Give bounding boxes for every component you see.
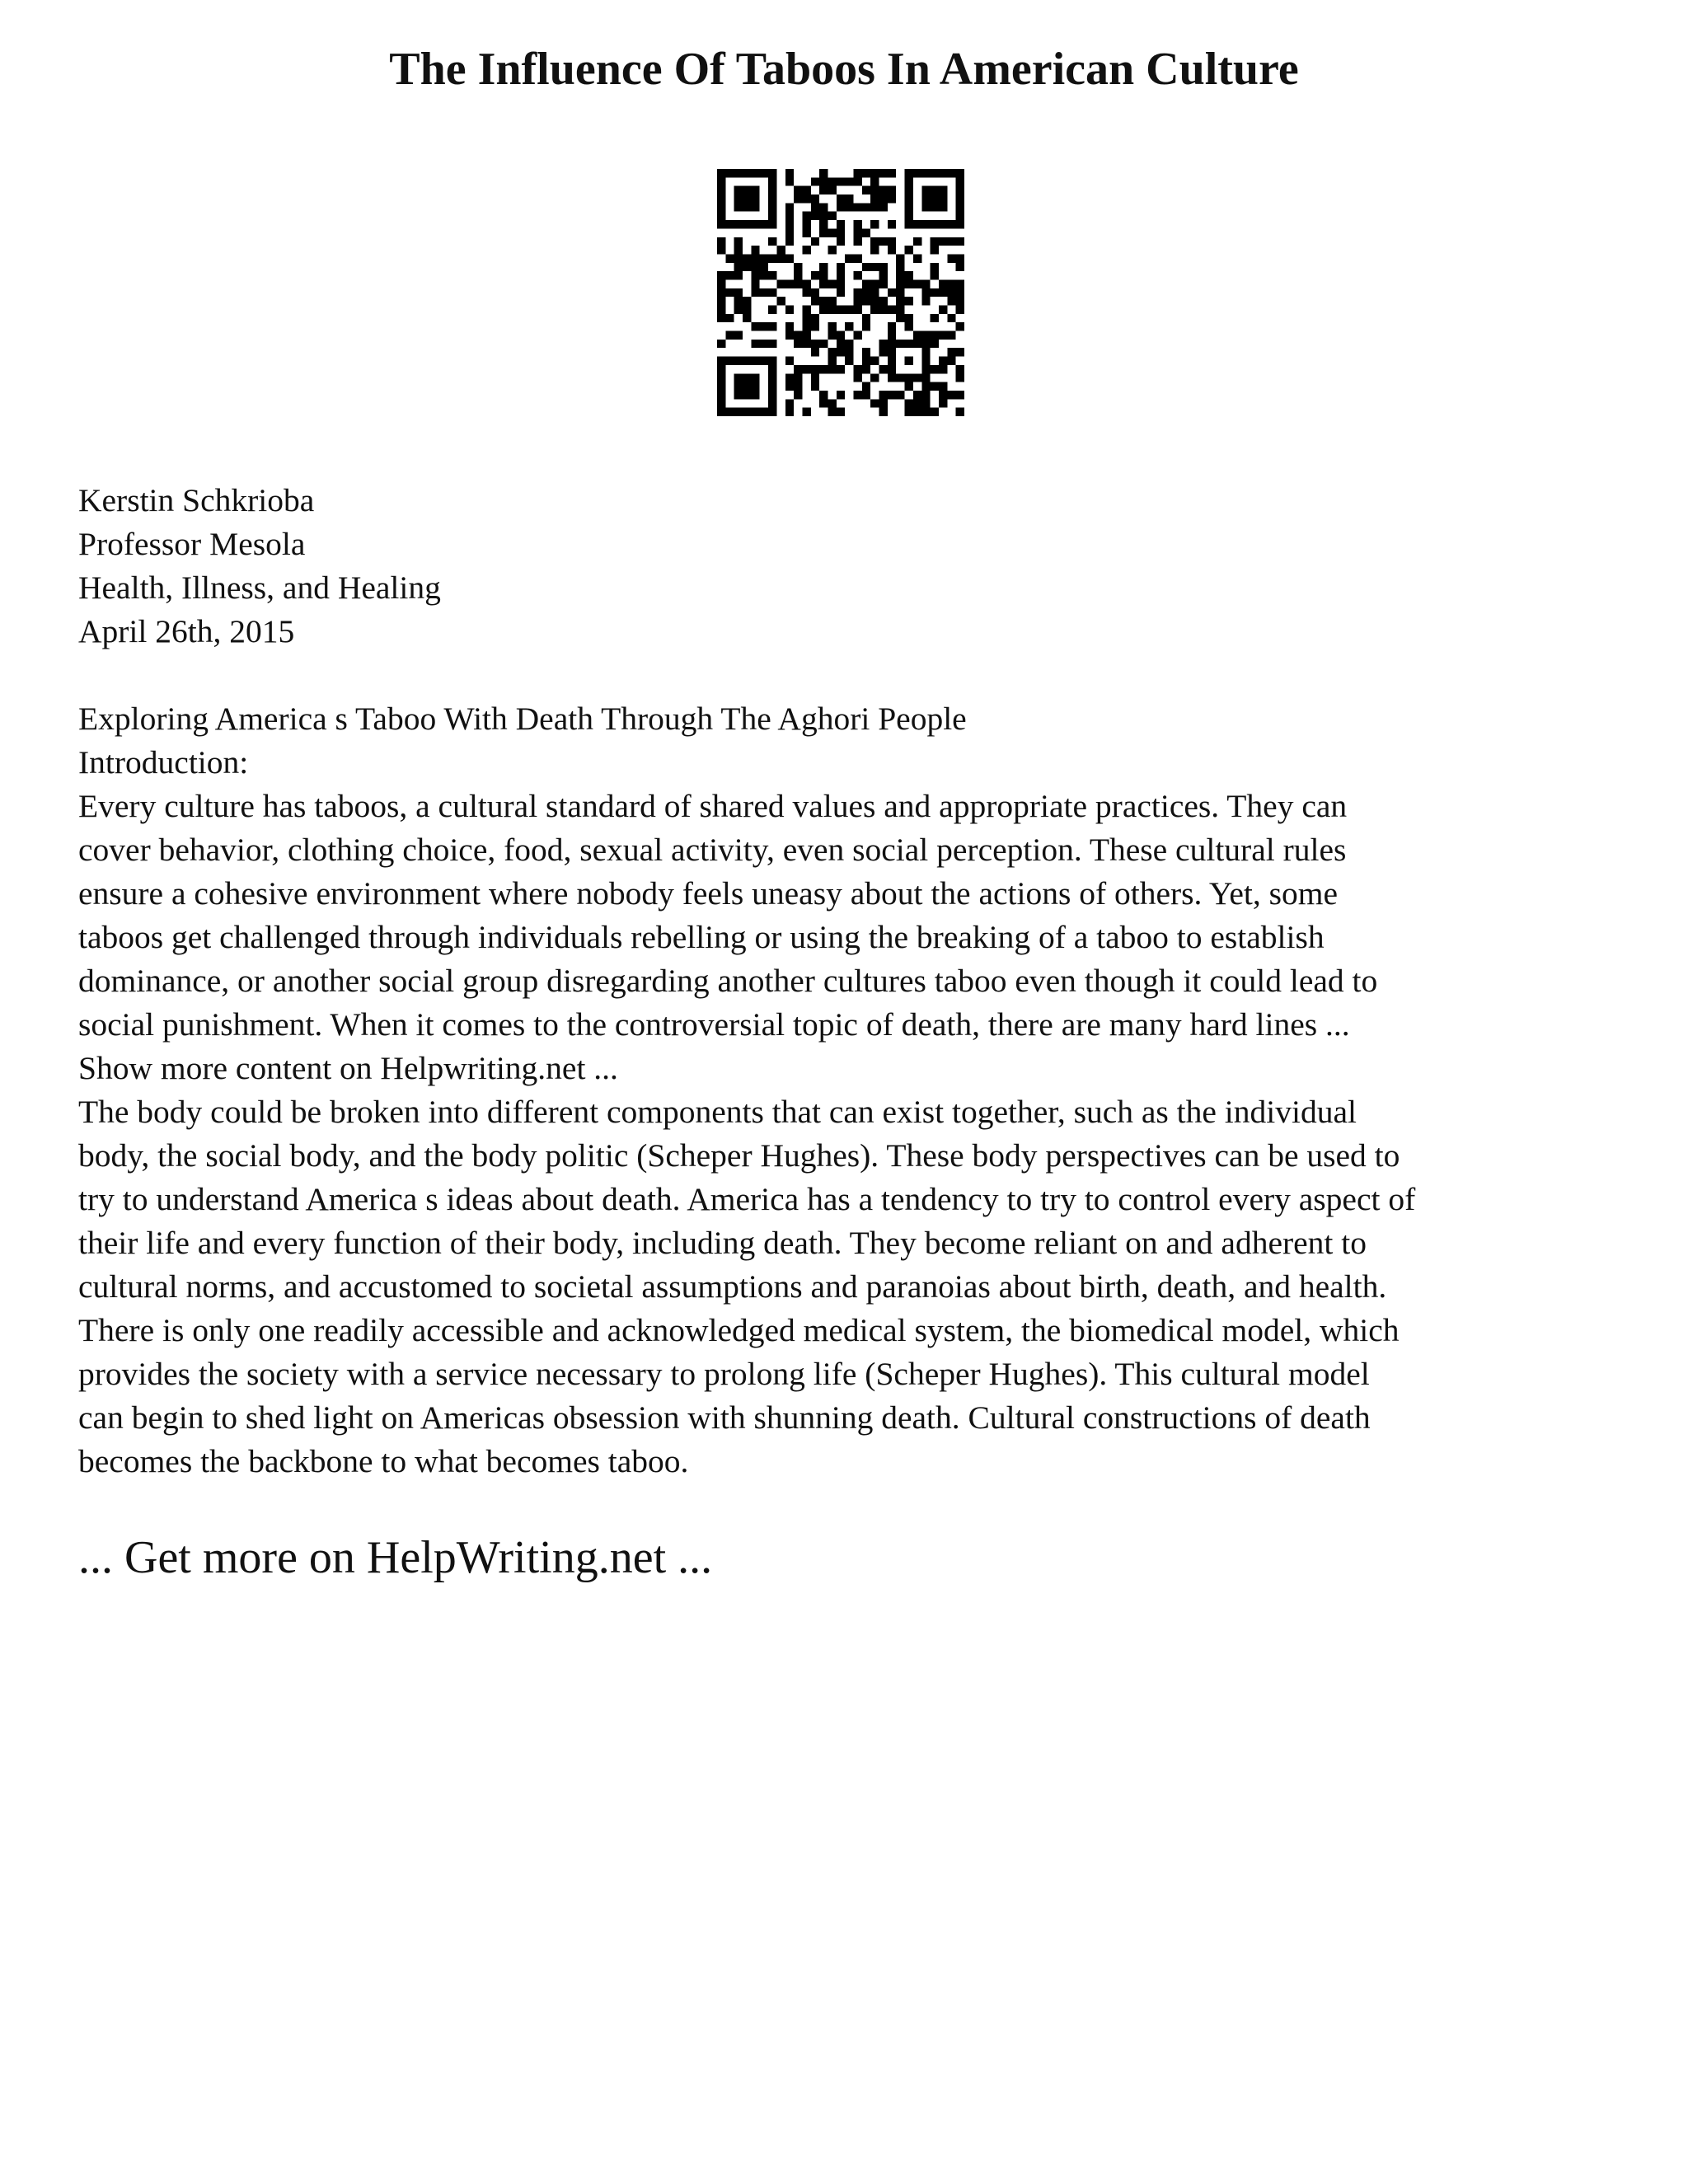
document-title: The Influence Of Taboos In American Culture — [389, 44, 1299, 95]
author-name: Kerstin Schkrioba — [78, 482, 315, 518]
professor-name: Professor Mesola — [78, 526, 306, 562]
qr-code-icon[interactable] — [717, 169, 964, 416]
paragraph-line: There is only one readily accessible and acknowledged medical system, the biomedical model, which — [78, 1312, 1400, 1348]
paragraph-body — [78, 1090, 1628, 1483]
paragraph-line: becomes the backbone to what becomes taboo. — [78, 1443, 689, 1479]
section-heading: Introduction: — [78, 744, 249, 780]
show-more-link[interactable]: Show more content on Helpwriting.net ... — [78, 1050, 618, 1086]
paragraph-line: dominance, or another social group disregarding another cultures taboo even though it could lead to — [78, 963, 1378, 999]
paragraph-line: try to understand America s ideas about death. America has a tendency to try to control every aspect of — [78, 1181, 1416, 1217]
paragraph-line: body, the social body, and the body politic (Scheper Hughes). These body perspectives can be used to — [78, 1137, 1400, 1174]
paragraph-line: their life and every function of their body, including death. They become reliant on and adherent to — [78, 1225, 1367, 1261]
paragraph-line: ensure a cohesive environment where nobody feels uneasy about the actions of others. Yet, some — [78, 875, 1339, 912]
paragraph-intro — [78, 785, 1628, 1047]
document-body — [78, 479, 1628, 1483]
paragraph-line: can begin to shed light on Americas obsession with shunning death. Cultural constructions of death — [78, 1399, 1371, 1436]
paragraph-line: cultural norms, and accustomed to societal assumptions and paranoias about birth, death, and health. — [78, 1268, 1387, 1305]
header-block — [78, 479, 1628, 654]
paragraph-line: cover behavior, clothing choice, food, sexual activity, even social perception. These cultural rules — [78, 832, 1347, 868]
get-more-link[interactable]: ... Get more on HelpWriting.net ... — [78, 1532, 713, 1583]
document-date: April 26th, 2015 — [78, 613, 295, 649]
course-name: Health, Illness, and Healing — [78, 569, 441, 606]
paragraph-line: The body could be broken into different components that can exist together, such as the individual — [78, 1094, 1357, 1130]
essay-title: Exploring America s Taboo With Death Through The Aghori People — [78, 701, 967, 737]
paragraph-line: taboos get challenged through individuals rebelling or using the breaking of a taboo to establish — [78, 919, 1325, 955]
paragraph-line: Every culture has taboos, a cultural standard of shared values and appropriate practices. They can — [78, 788, 1348, 824]
paragraph-line: provides the society with a service necessary to prolong life (Scheper Hughes). This cultural model — [78, 1356, 1370, 1392]
paragraph-line: social punishment. When it comes to the controversial topic of death, there are many hard lines ... — [78, 1006, 1350, 1043]
